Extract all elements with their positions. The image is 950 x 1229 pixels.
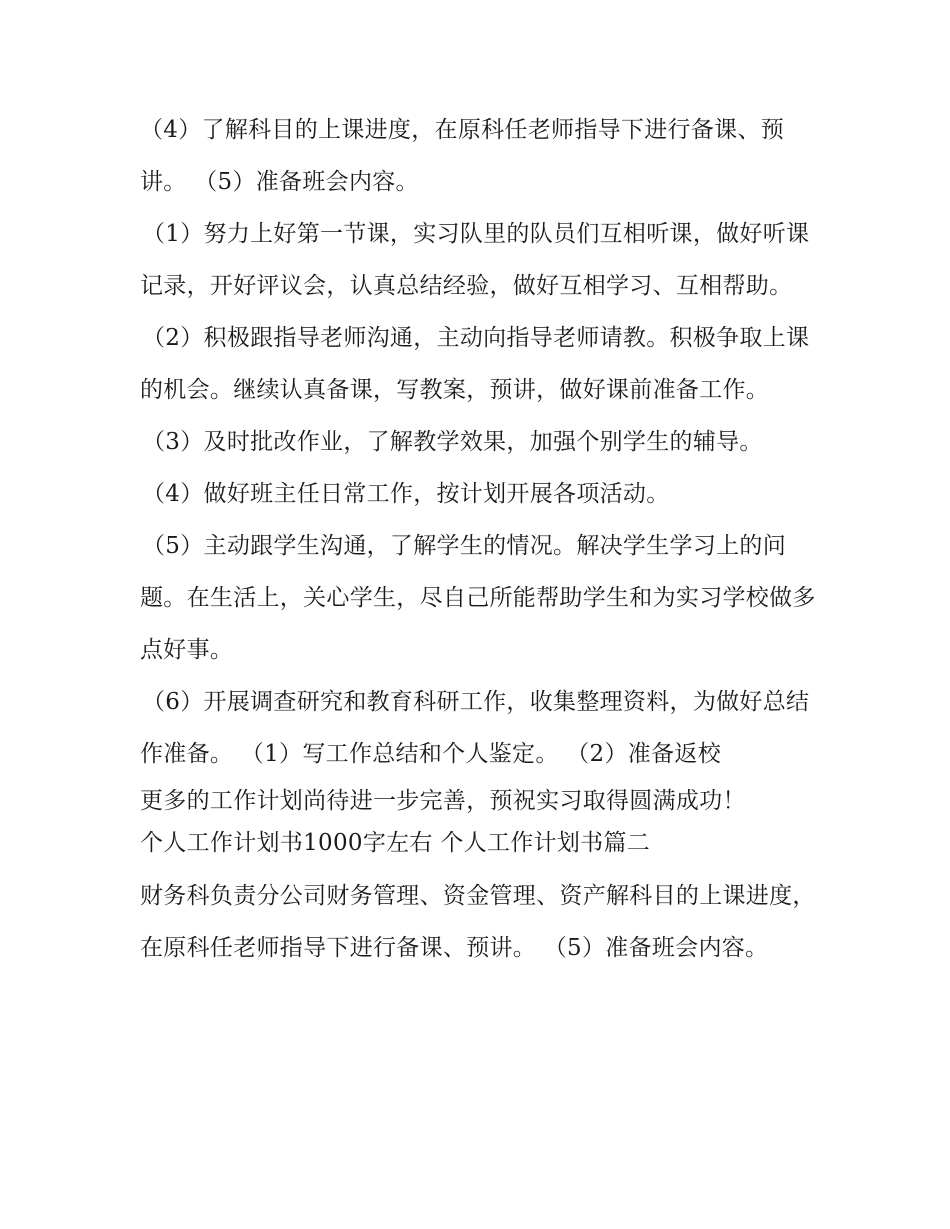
paragraph-finance-department: 财务科负责分公司财务管理、资金管理、资产解科目的上课进度，在原科任老师指导下进行备课、预讲。 （5）准备班会内容。 <box>140 883 816 961</box>
document-body <box>140 104 820 974</box>
paragraph-prepare-lessons: （4）了解科目的上课进度，在原科任老师指导下进行备课、预讲。 （5）准备班会内容。 <box>140 117 785 195</box>
paragraph-grade-homework: （3）及时批改作业，了解教学效果，加强个别学生的辅导。 <box>142 429 763 455</box>
paragraph-closing-wish: 更多的工作计划尚待进一步完善，预祝实习取得圆满成功！ <box>140 788 746 814</box>
paragraph-class-teacher-work: （4）做好班主任日常工作，按计划开展各项活动。 <box>142 481 670 507</box>
paragraph-communicate-students: （5）主动跟学生沟通，了解学生的情况。解决学生学习上的问题。在生活上，关心学生，尽自己所能帮助学生和为实习学校做多点好事。 <box>140 533 816 663</box>
paragraph-research-work: （6）开展调查研究和教育科研工作，收集整理资料，为做好总结作准备。 （1）写工作总结和个人鉴定。 （2）准备返校 <box>140 689 810 767</box>
paragraph-communicate-teacher: （2）积极跟指导老师沟通，主动向指导老师请教。积极争取上课的机会。继续认真备课，写教案，预讲，做好课前准备工作。 <box>140 325 810 403</box>
section-heading: 个人工作计划书1000字左右 个人工作计划书篇二 <box>140 830 651 856</box>
paragraph-first-lesson: （1）努力上好第一节课，实习队里的队员们互相听课，做好听课记录，开好评议会，认真总结经验，做好互相学习、互相帮助。 <box>140 221 810 299</box>
